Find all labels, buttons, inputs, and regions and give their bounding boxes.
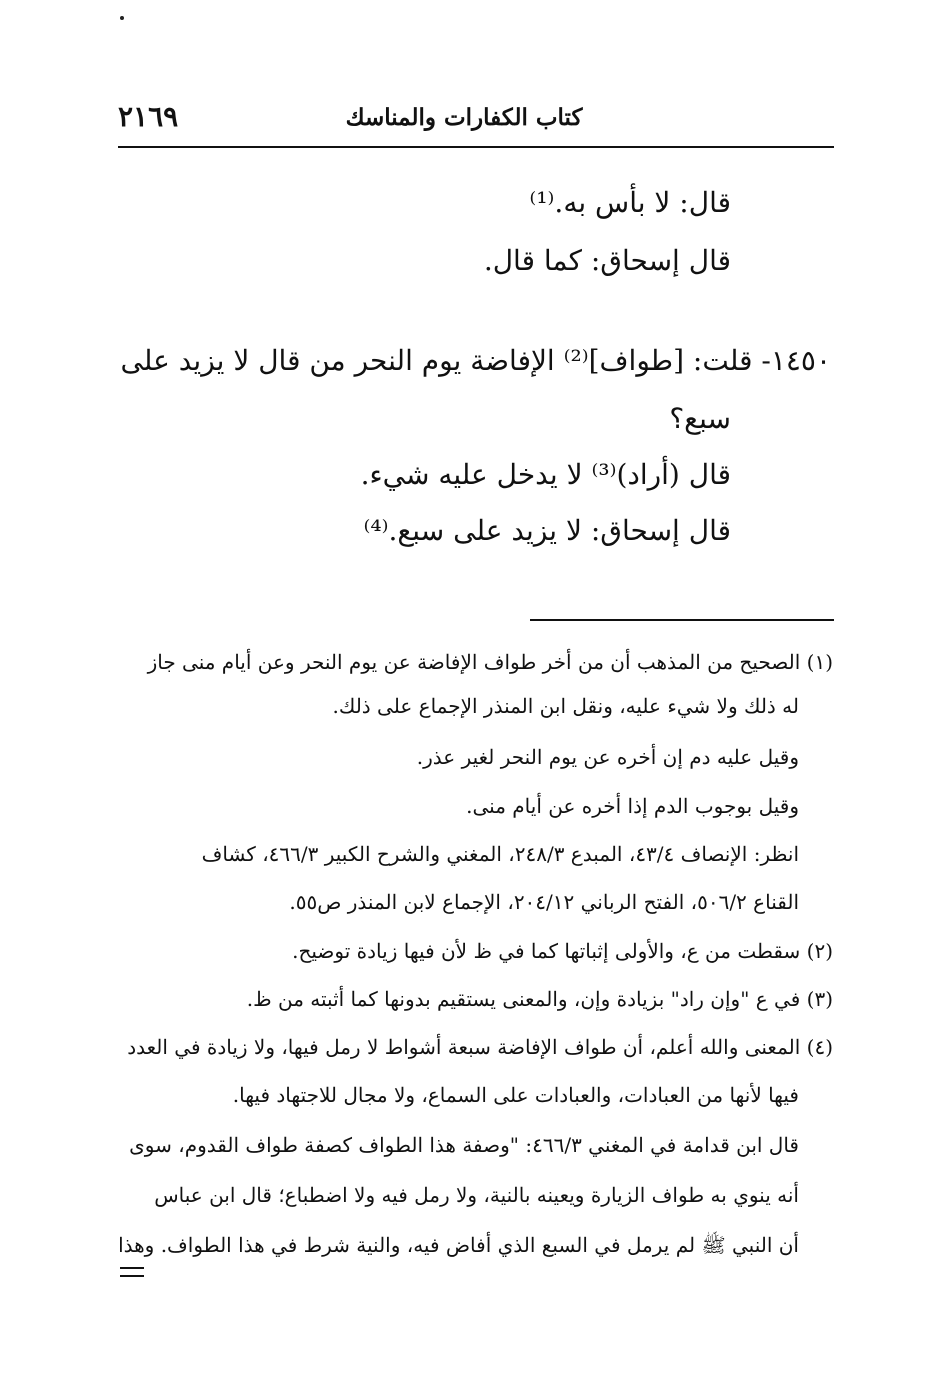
footnote-1-line-6: القناع ٥٠٦/٢، الفتح الرباني ٢٠٤/١٢، الإجماع لابن المنذر ص٥٥. [289, 890, 799, 914]
footnote-2: (٢) سقطت من ع، والأولى إثباتها كما في ظ لأن فيها زيادة توضيح. [292, 939, 833, 963]
running-header-title: كتاب الكفارات والمناسك [345, 104, 583, 131]
footnote-4-line-1: (٤) المعنى والله أعلم، أن طواف الإفاضة سبعة أشواط لا رمل فيها، ولا زيادة في العدد [127, 1035, 833, 1059]
footnote-4-line-4: أنه ينوي به طواف الزيارة ويعينه بالنية، ولا رمل فيه ولا اضطباع؛ قال ابن عباس [154, 1183, 799, 1207]
page-number: ٢١٦٩ [118, 100, 179, 133]
footnote-4-line-3: قال ابن قدامة في المغني ٤٦٦/٣: "وصفة هذا الطواف كصفة طواف القدوم، سوى [129, 1133, 799, 1157]
footnote-1-line-1: (١) الصحيح من المذهب أن من أخر طواف الإفاضة عن يوم النحر وعن أيام منى جاز [147, 650, 833, 674]
footnote-4-line-2: فيها لأنها من العبادات، والعبادات على السماع، ولا مجال للاجتهاد فيها. [232, 1083, 799, 1107]
footnote-separator [530, 619, 834, 621]
continuation-mark [120, 1267, 144, 1283]
footnote-3: (٣) في ع "وإن راد" بزيادة وإن، والمعنى يستقيم بدونها كما أثبته من ظ. [246, 987, 833, 1011]
question-line-3: قال (أراد)⁽³⁾ لا يدخل عليه شيء. [360, 458, 731, 491]
footnote-1-line-4: وقيل بوجوب الدم إذا أخره عن أيام منى. [466, 794, 799, 818]
body-line-2: قال إسحاق: كما قال. [483, 244, 731, 277]
question-line-2: سبع؟ [669, 402, 731, 435]
footnote-1-line-5: انظر: الإنصاف ٤٣/٤، المبدع ٢٤٨/٣، المغني والشرح الكبير ٤٦٦/٣، كشاف [201, 842, 799, 866]
footnote-1-line-2: له ذلك ولا شيء عليه، ونقل ابن المنذر الإجماع على ذلك. [332, 694, 799, 718]
body-line-1: قال: لا بأس به.⁽¹⁾ [529, 186, 731, 219]
stray-dot [120, 16, 124, 20]
question-line-4: قال إسحاق: لا يزيد على سبع.⁽⁴⁾ [363, 514, 731, 547]
footnote-1-line-3: وقيل عليه دم إن أخره عن يوم النحر لغير عذر. [416, 745, 799, 769]
header-rule [118, 146, 834, 148]
question-line-1: ١٤٥٠- قلت: [طواف]⁽²⁾ الإفاضة يوم النحر من قال لا يزيد على [120, 344, 831, 377]
footnote-4-line-5: أن النبي ﷺ لم يرمل في السبع الذي أفاض فيه، والنية شرط في هذا الطواف. وهذا [118, 1233, 799, 1257]
